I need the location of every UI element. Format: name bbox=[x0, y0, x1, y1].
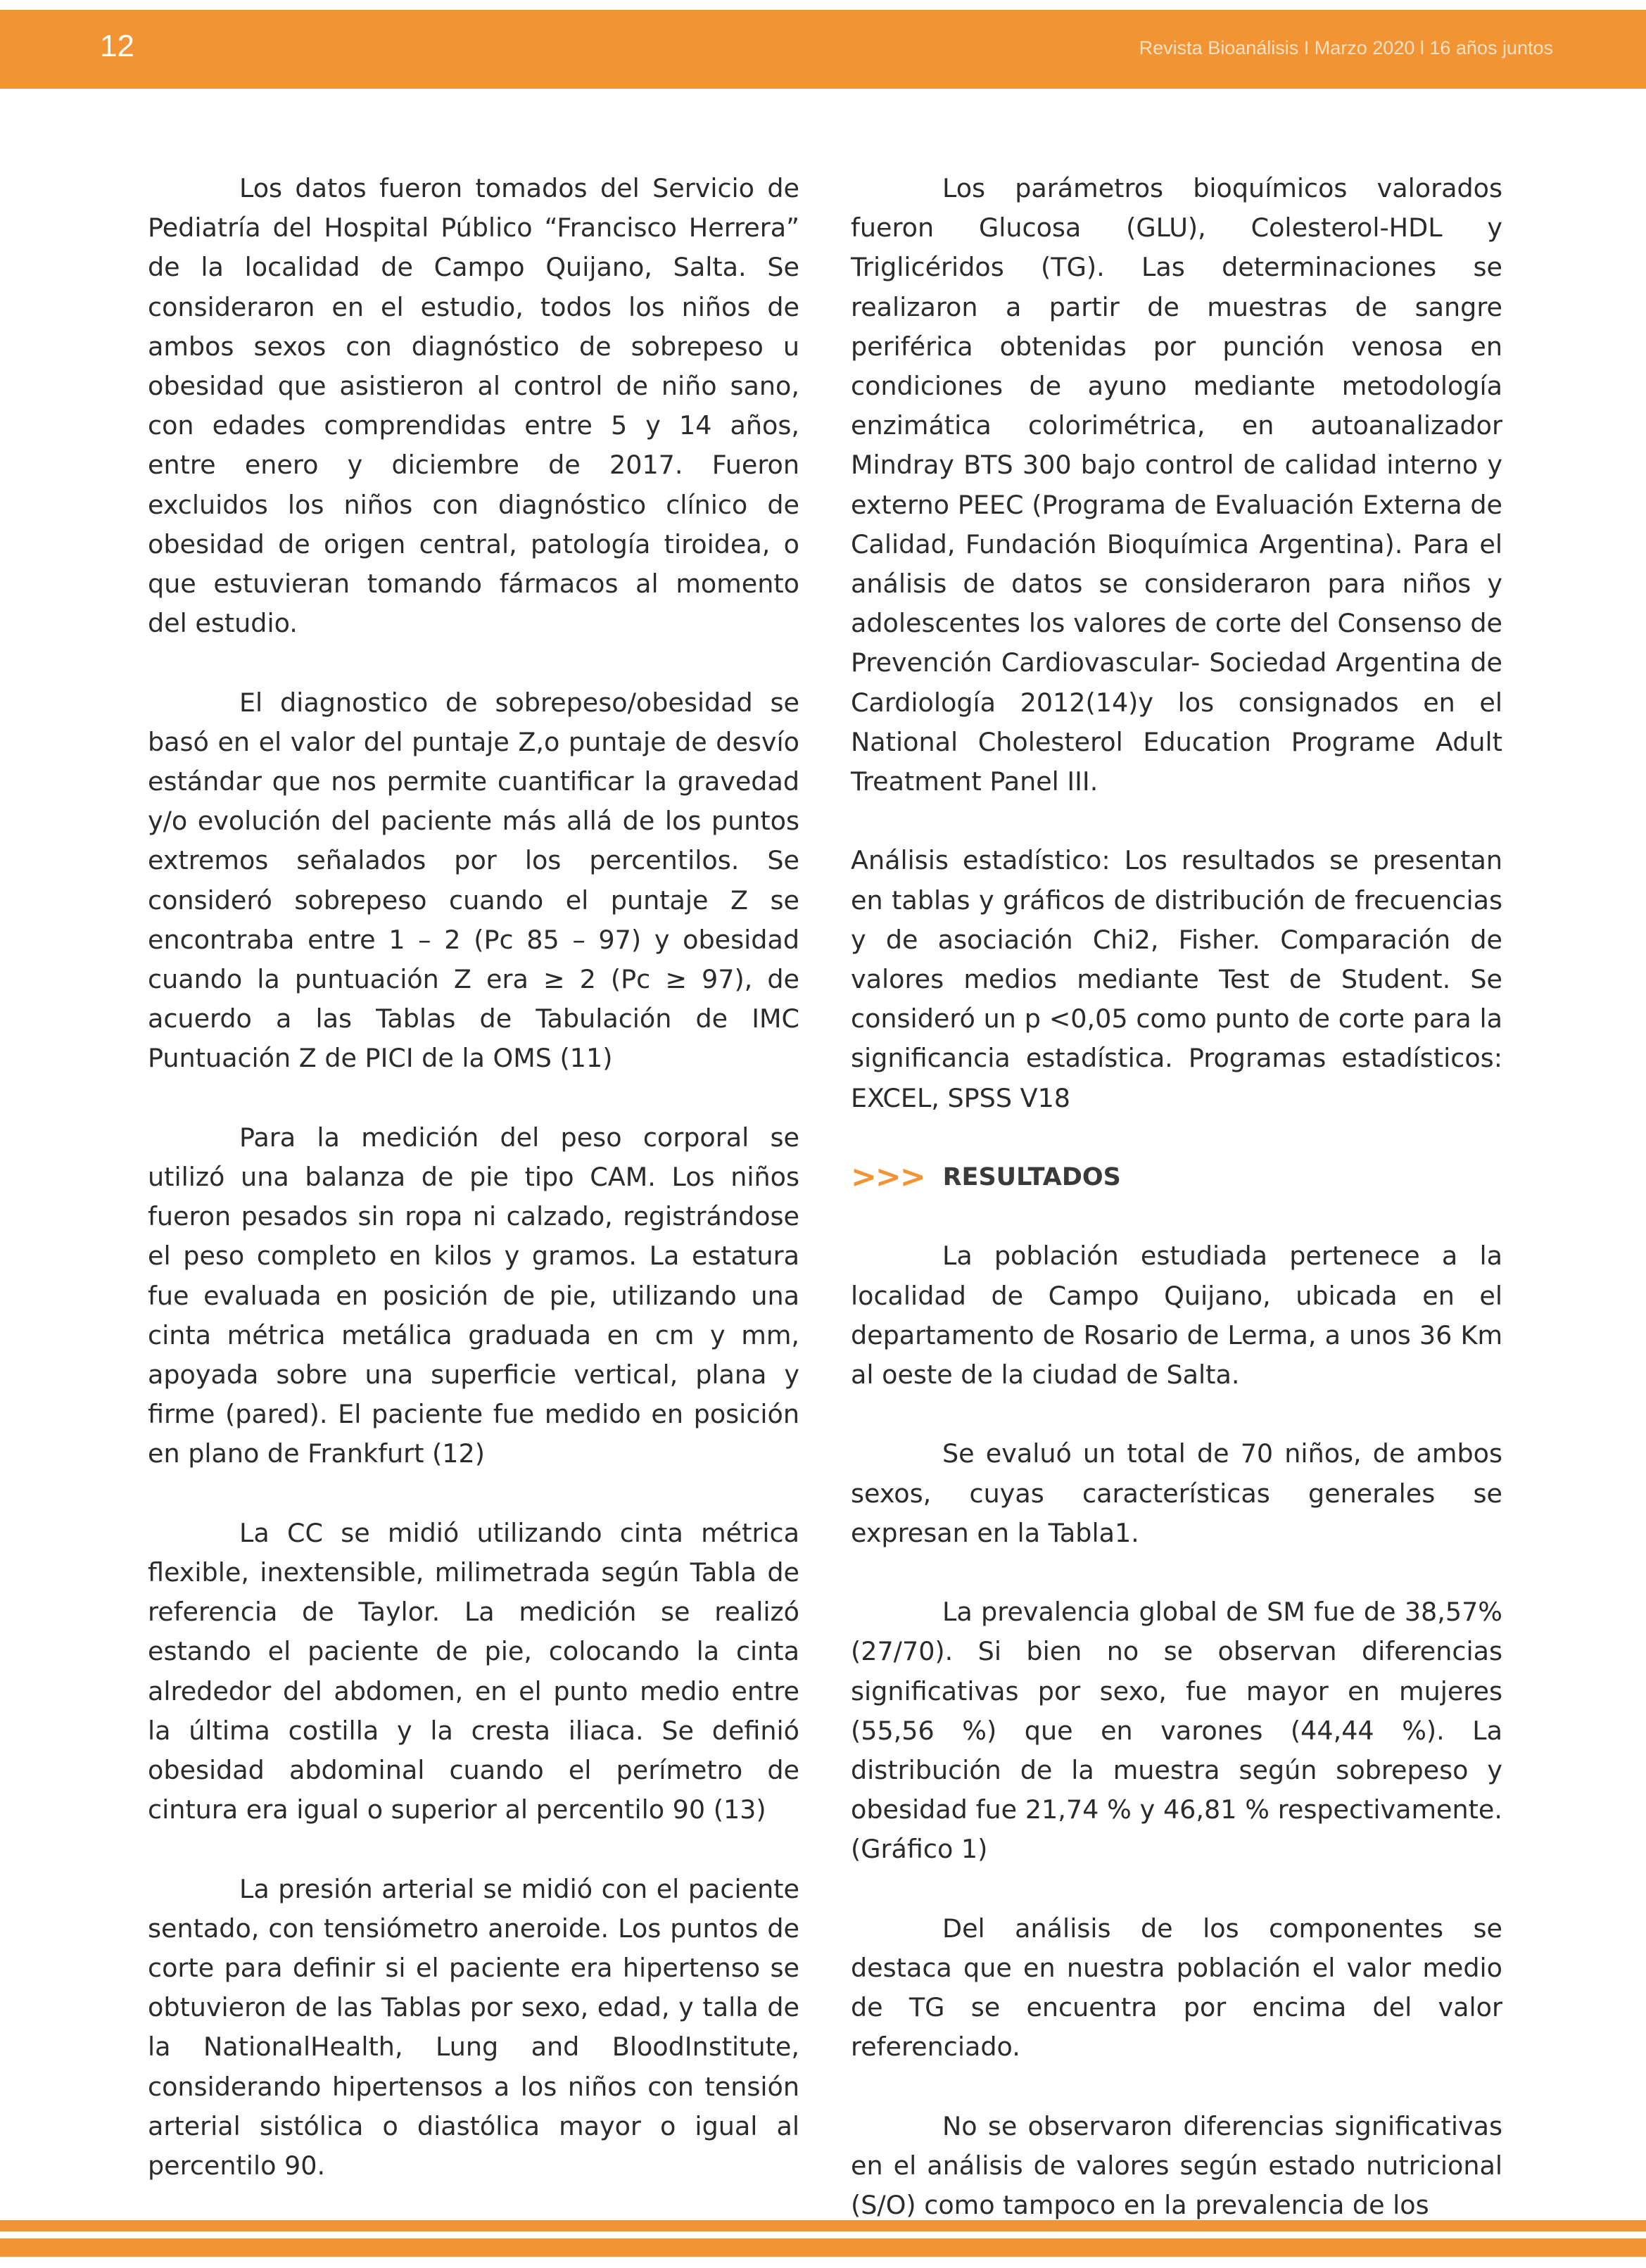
statistics-paragraph: Análisis estadístico: Los resultados se presentan en tablas y gráficos de distribución de frecuencias y de asociación Chi2, Fisher. Comparación de valores medios mediante Test de Student. Se consideró un p <0,05 como punto de corte para la significancia estadística. Programas estadísticos: EXCEL, SPSS V18 bbox=[851, 845, 1502, 1113]
paragraph: La prevalencia global de SM fue de 38,57% (27/70). Si bien no se observan diferencias significativas por sexo, fue mayor en mujeres (55,56 %) que en varones (44,44 %). La distribución de la muestra según sobrepeso y obesidad fue 21,74 % y 46,81 % respectivamente. (Gráfico 1) bbox=[851, 1597, 1502, 1865]
left-column bbox=[148, 169, 799, 2186]
footer-bar bbox=[0, 2238, 1646, 2257]
page-number: 12 bbox=[100, 29, 134, 63]
paragraph: No se observaron diferencias significativas en el análisis de valores según estado nutricional (S/O) como tampoco en la prevalencia de los bbox=[851, 2110, 1502, 2221]
paragraph: La población estudiada pertenece a la localidad de Campo Quijano, ubicada en el departamento de Rosario de Lerma, a unos 36 Km al oeste de la ciudad de Salta. bbox=[851, 1241, 1502, 1390]
paragraph: La CC se midió utilizando cinta métrica flexible, inextensible, milimetrada según Tabla de referencia de Taylor. La medición se realizó estando el paciente de pie, colocando la cinta alrededor del abdomen, en el punto medio entre la última costilla y la cresta iliaca. Se definió obesidad abdominal cuando el perímetro de cintura era igual o superior al percentilo 90 (13) bbox=[148, 1517, 799, 1825]
paragraph: Los parámetros bioquímicos valorados fueron Glucosa (GLU), Colesterol-HDL y Triglicéridos (TG). Las determinaciones se realizaron a partir de muestras de sangre periférica obtenidas por punción venosa en condiciones de ayuno mediante metodología enzimática colorimétrica, en autoanalizador Mindray BTS 300 bajo control de calidad interno y externo PEEC (Programa de Evaluación Externa de Calidad, Fundación Bioquímica Argentina). Para el análisis de datos se consideraron para niños y adolescentes los valores de corte del Consenso de Prevención Cardiovascular- Sociedad Argentina de Cardiología 2012(14)y los consignados en el National Cholesterol Education Programe Adult Treatment Panel III. bbox=[851, 173, 1502, 797]
paragraph: Del análisis de los componentes se destaca que en nuestra población el valor medio de TG se encuentra por encima del valor referenciado. bbox=[851, 1913, 1502, 2063]
section-heading-resultados bbox=[851, 1158, 1502, 1197]
paragraph: La presión arterial se midió con el paciente sentado, con tensiómetro aneroide. Los puntos de corte para definir si el paciente era hipertenso se obtuvieron de las Tablas por sexo, edad, y talla de la NationalHealth, Lung and BloodInstitute, considerando hipertensos a los niños con tensión arterial sistólica o diastólica mayor o igual al percentilo 90. bbox=[148, 1873, 799, 2181]
paragraph: Para la medición del peso corporal se utilizó una balanza de pie tipo CAM. Los niños fueron pesados sin ropa ni calzado, registrándose el peso completo en kilos y gramos. La estatura fue evaluada en posición de pie, utilizando una cinta métrica metálica graduada en cm y mm, apoyada sobre una superficie vertical, plana y firme (pared). El paciente fue medido en posición en plano de Frankfurt (12) bbox=[148, 1122, 799, 1469]
paragraph: El diagnostico de sobrepeso/obesidad se basó en el valor del puntaje Z,o puntaje de desvío estándar que nos permite cuantificar la gravedad y/o evolución del paciente más allá de los puntos extremos señalados por los percentilos. Se consideró sobrepeso cuando el puntaje Z se encontraba entre 1 – 2 (Pc 85 – 97) y obesidad cuando la puntuación Z era ≥ 2 (Pc ≥ 97), de acuerdo a las Tablas de Tabulación de IMC Puntuación Z de PICI de la OMS (11) bbox=[148, 687, 799, 1074]
running-header: Revista Bioanálisis I Marzo 2020 l 16 años juntos bbox=[1139, 37, 1553, 58]
paragraph: Se evaluó un total de 70 niños, de ambos sexos, cuyas características generales se expresan en la Tabla1. bbox=[851, 1438, 1502, 1548]
footer-bar bbox=[0, 2220, 1646, 2231]
right-column bbox=[851, 169, 1502, 2225]
section-title: RESULTADOS bbox=[942, 1163, 1121, 1192]
paragraph: Los datos fueron tomados del Servicio de Pediatría del Hospital Público “Francisco Herrera” de la localidad de Campo Quijano, Salta. Se consideraron en el estudio, todos los niños de ambos sexos con diagnóstico de sobrepeso u obesidad que asistieron al control de niño sano, con edades comprendidas entre 5 y 14 años, entre enero y diciembre de 2017. Fueron excluidos los niños con diagnóstico clínico de obesidad de origen central, patología tiroidea, o que estuvieran tomando fármacos al momento del estudio. bbox=[148, 173, 799, 639]
chevrons-icon: >>> bbox=[851, 1159, 925, 1196]
